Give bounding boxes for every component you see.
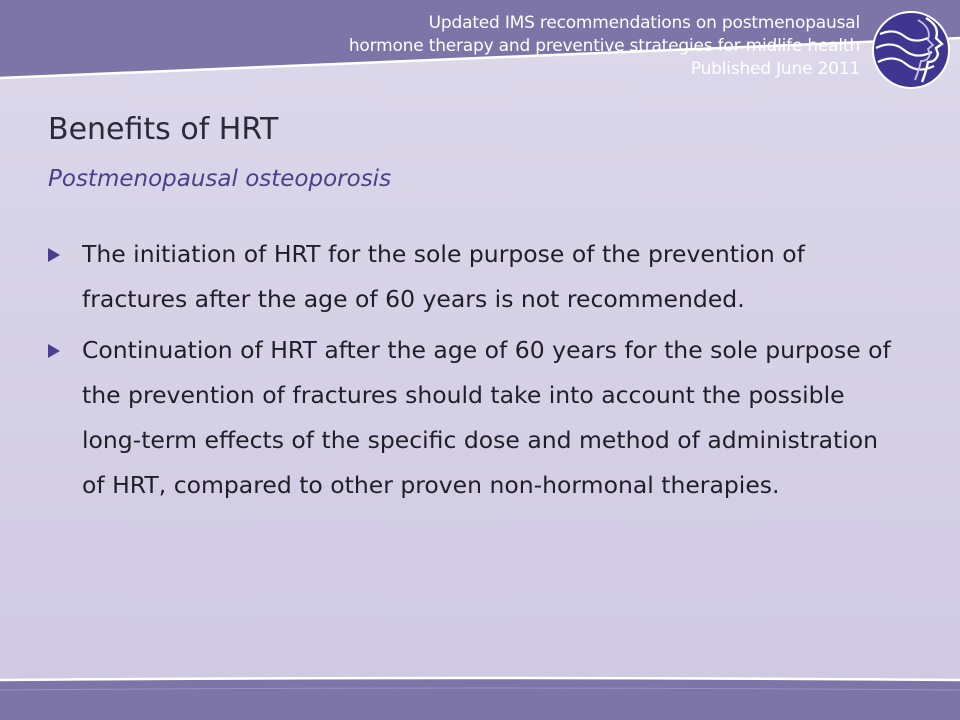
bullet-text: The initiation of HRT for the sole purpose of the prevention of fractures after the age of 60 years is not recommended.: [82, 240, 805, 313]
header-line-3: Published June 2011: [690, 59, 860, 79]
header-line-1: Updated IMS recommendations on postmenopausal: [428, 13, 860, 33]
bullet-item: [48, 232, 908, 322]
bullet-list: [48, 232, 908, 514]
ims-logo-icon: [870, 8, 952, 92]
bullet-text: Continuation of HRT after the age of 60 years for the sole purpose of the prevention of fractures should take into account the possible long-term effects of the specific dose and method of administration of HRT, compared to other proven non-hormonal therapies.: [82, 336, 891, 499]
header-line-2: hormone therapy and preventive strategies for midlife health: [348, 36, 860, 56]
bullet-item: [48, 328, 908, 508]
triangle-arrow-icon: [48, 248, 60, 262]
triangle-arrow-icon: [48, 344, 60, 358]
slide-title: Benefits of HRT: [48, 112, 279, 147]
slide-subtitle: Postmenopausal osteoporosis: [48, 166, 392, 192]
header-text: [349, 12, 860, 81]
